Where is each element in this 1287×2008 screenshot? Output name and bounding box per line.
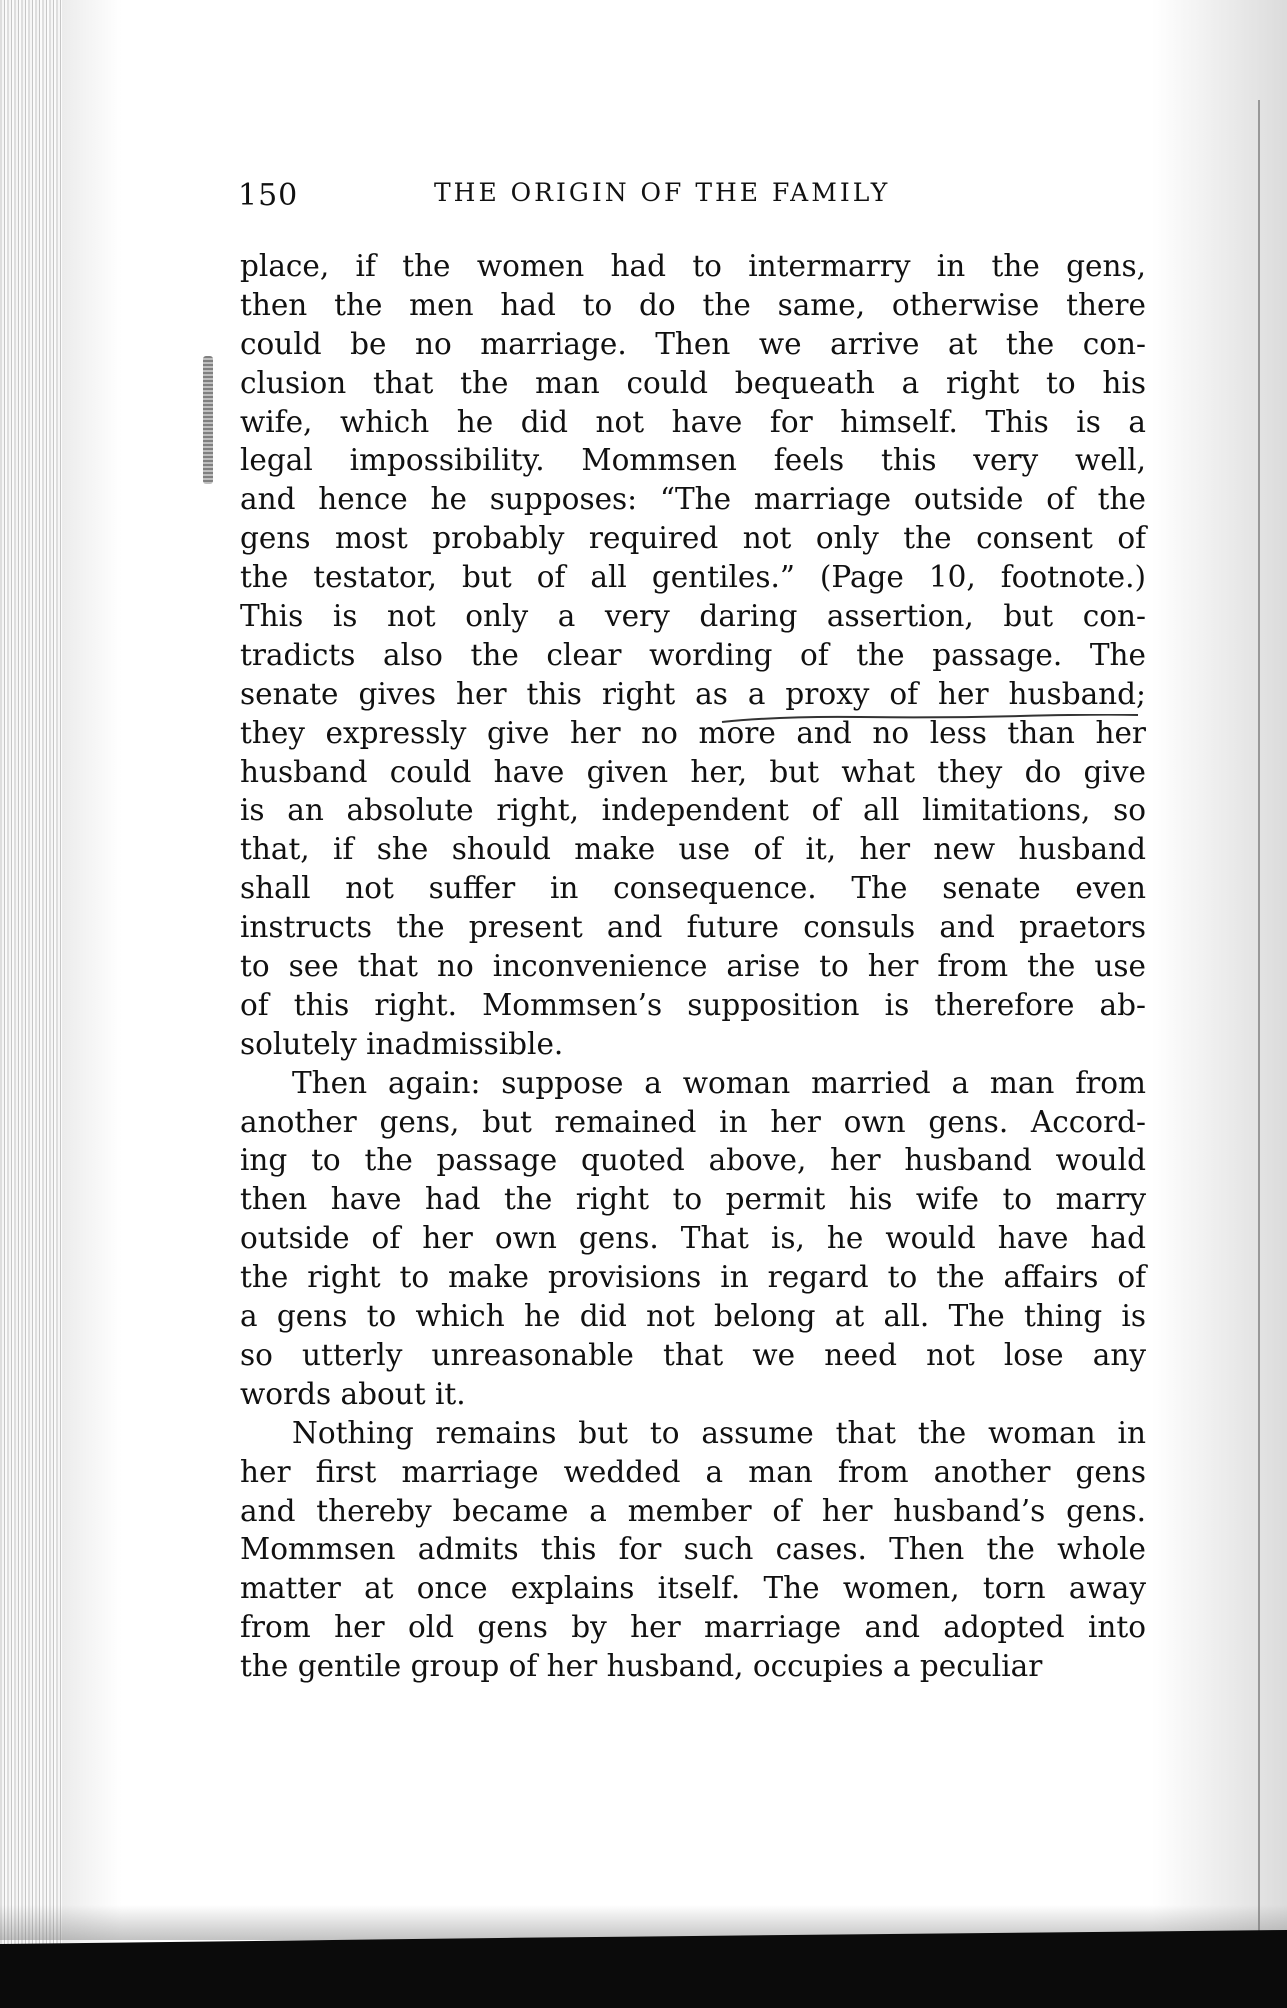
text-line: matter at once explains itself. The women, torn away xyxy=(240,1571,1146,1606)
text-line: Nothing remains but to assume that the woman in xyxy=(292,1415,1146,1450)
text-line: gens most probably required not only the consent of xyxy=(240,521,1146,556)
text-line: then the men had to do the same, otherwise there xyxy=(240,287,1146,322)
text-line: the right to make provisions in regard to the affairs of xyxy=(240,1260,1146,1295)
text-line: This is not only a very daring assertion, but con- xyxy=(240,599,1146,634)
text-line: to see that no inconvenience arise to her from the use xyxy=(240,949,1146,984)
text-line: outside of her own gens. That is, he would have had xyxy=(240,1221,1146,1256)
running-head xyxy=(238,178,1148,218)
paragraph xyxy=(240,1414,1146,1686)
text-line: a gens to which he did not belong at all. The thing is xyxy=(240,1299,1146,1334)
text-line: they expressly give her no more and no less than her xyxy=(240,715,1146,750)
text-line: and hence he supposes: “The marriage outside of the xyxy=(240,482,1146,517)
page-binding-shadow xyxy=(0,0,62,1960)
text-line: and thereby became a member of her husband’s gens. xyxy=(240,1493,1146,1528)
scan-bottom-border xyxy=(0,1930,1287,2008)
text-line: words about it. xyxy=(240,1376,466,1411)
text-line: instructs the present and future consuls and praetors xyxy=(240,910,1146,945)
text-line: could be no marriage. Then we arrive at the con- xyxy=(240,326,1146,361)
paragraph xyxy=(240,247,1146,1064)
text-line: place, if the women had to intermarry in the gens, xyxy=(240,249,1146,283)
page-number: 150 xyxy=(238,178,299,213)
page-edge-shadow xyxy=(1152,0,1287,1960)
text-line: legal impossibility. Mommsen feels this very well, xyxy=(240,443,1146,478)
text-line: tradicts also the clear wording of the passage. The xyxy=(240,637,1146,672)
text-line: shall not suffer in consequence. The senate even xyxy=(240,871,1146,906)
text-line: is an absolute right, independent of all limitations, so xyxy=(240,793,1146,828)
text-line: solutely inadmissible. xyxy=(240,1026,564,1061)
text-line: that, if she should make use of it, her new husband xyxy=(240,832,1146,867)
running-head-title: THE ORIGIN OF THE FAMILY xyxy=(434,178,891,207)
text-line: the gentile group of her husband, occupies a peculiar xyxy=(240,1649,1043,1684)
text-line: ing to the passage quoted above, her husband would xyxy=(240,1143,1146,1178)
page-edge-line xyxy=(1258,100,1260,1980)
text-line: so utterly unreasonable that we need not lose any xyxy=(240,1337,1146,1372)
text-line: the testator, but of all gentiles.” (Page 10, footnote.) xyxy=(240,560,1146,595)
text-line: Mommsen admits this for such cases. Then the whole xyxy=(240,1532,1146,1567)
margin-pencil-mark xyxy=(203,356,213,484)
text-line: of this right. Mommsen’s supposition is therefore ab- xyxy=(240,987,1146,1022)
text-line: Then again: suppose a woman married a man from xyxy=(292,1065,1146,1100)
text-line: senate gives her this right as a proxy of her husband; xyxy=(240,676,1146,711)
text-line: wife, which he did not have for himself. This is a xyxy=(240,404,1146,439)
text-line: husband could have given her, but what they do give xyxy=(240,754,1146,789)
text-line: then have had the right to permit his wife to marry xyxy=(240,1182,1146,1217)
handwritten-underline xyxy=(720,714,1140,724)
text-line: her first marriage wedded a man from another gens xyxy=(240,1454,1146,1489)
text-line: from her old gens by her marriage and adopted into xyxy=(240,1610,1146,1645)
text-line: clusion that the man could bequeath a right to his xyxy=(240,365,1146,400)
body-text xyxy=(240,247,1146,1686)
text-line: another gens, but remained in her own gens. Accord- xyxy=(240,1104,1146,1139)
paragraph xyxy=(240,1064,1146,1414)
page-binding-fade xyxy=(62,0,122,1960)
